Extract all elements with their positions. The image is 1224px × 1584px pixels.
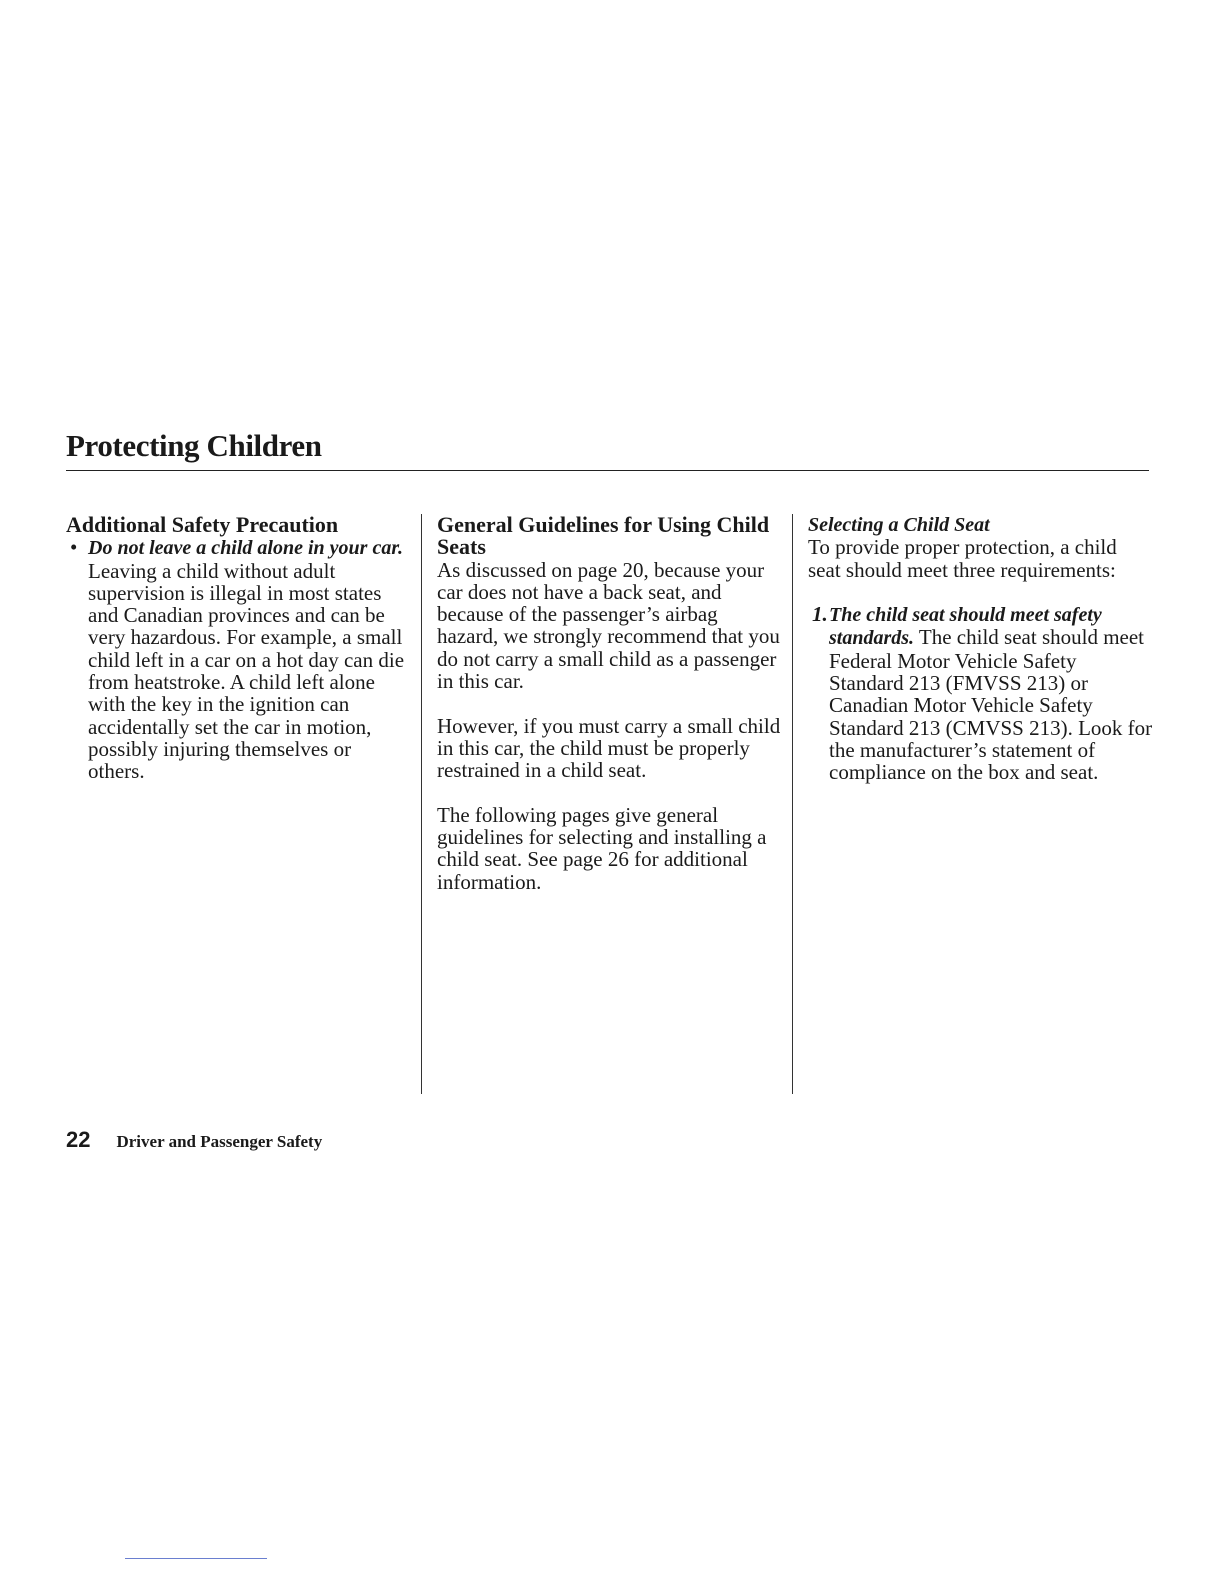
page-title: Protecting Children (66, 428, 322, 463)
bullet-paragraph (88, 536, 408, 782)
item-lead: The child seat should meet safety standards. (829, 604, 1102, 650)
paragraph: The following pages give general guidelines for selecting and installing a child seat. See page 26 for additional information. (437, 802, 767, 894)
item-number: 1. (812, 602, 828, 627)
item-paragraph (829, 603, 1153, 783)
title-rule (66, 470, 1149, 471)
bottom-rule (125, 1558, 267, 1559)
intro-paragraph: To provide proper protection, a child seat should meet three requirements: (808, 535, 1117, 582)
column-general-guidelines (437, 514, 782, 893)
column-selecting-child-seat (808, 514, 1153, 784)
item-text: The child seat should meet Federal Motor Vehicle Safety Standard 213 (FMVSS 213) or Canadian Motor Vehicle Safety Standard 213 (CMVSS 213). Look for the manufacturer’s statement of compliance on the box and seat. (829, 625, 1153, 785)
section-name: Driver and Passenger Safety (116, 1132, 323, 1151)
page-number: 22 (66, 1127, 91, 1152)
bullet-lead: Do not leave a child alone in your car. (88, 537, 403, 560)
bullet-symbol: • (70, 535, 78, 560)
bullet-item (66, 536, 408, 782)
paragraph: As discussed on page 20, because your car does not have a back seat, and because of the passenger’s airbag hazard, we strongly recommend that you do not carry a small child as a passenger in this car. (437, 557, 780, 694)
column-divider-1 (421, 514, 422, 1094)
page-footer (66, 1127, 322, 1153)
numbered-item (808, 603, 1153, 783)
paragraph: However, if you must carry a small child in this car, the child must be properly restrained in a child seat. (437, 713, 781, 783)
section-subheading: Selecting a Child Seat (808, 514, 990, 536)
column-divider-2 (792, 514, 793, 1094)
section-heading: General Guidelines for Using Child Seats (437, 512, 770, 560)
section-heading: Additional Safety Precaution (66, 512, 339, 537)
column-additional-safety (66, 514, 408, 783)
bullet-text: Leaving a child without adult supervision is illegal in most states and Canadian provinces and can be very hazardous. For example, a small child left in a car on a hot day can die from heatstroke. A child left alone with the key in the ignition can accidentally set the car in motion, possibly injuring themselves or others. (88, 558, 405, 784)
